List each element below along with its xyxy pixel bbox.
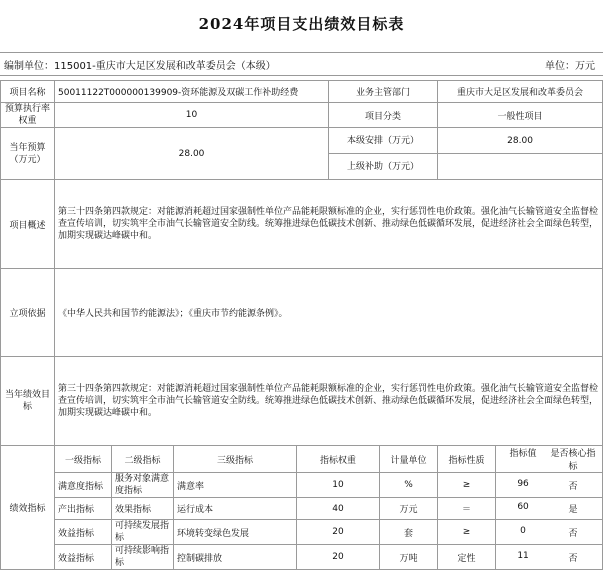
budget-label: 当年预算（万元） — [1, 128, 55, 180]
meta-bar — [0, 52, 603, 76]
table-row: 效益指标 可持续影响指标 控制碳排放 20 万吨 定性 11 否 — [1, 545, 603, 570]
header-nature: 指标性质 — [438, 446, 496, 473]
org-name: 115001-重庆市大足区发展和改革委员会（本级） — [54, 60, 276, 72]
local-value: 28.00 — [438, 128, 603, 154]
project-name-value: 50011122T000000139909-资环能源及双碳工作补助经费 — [55, 81, 329, 103]
table-row: 满意度指标 服务对象满意度指标 满意率 10 % ≥ 96 否 — [1, 473, 603, 498]
dept-value: 重庆市大足区发展和改革委员会 — [438, 81, 603, 103]
header-level1: 一级指标 — [55, 446, 112, 473]
table-row: 产出指标 效果指标 运行成本 40 万元 ＝ 60 是 — [1, 498, 603, 520]
indicators-label: 绩效指标 — [1, 446, 55, 570]
header-value-core — [496, 446, 603, 473]
money-unit: 单位：万元 — [545, 60, 595, 72]
performance-table — [0, 80, 603, 570]
org-prefix: 编制单位： — [4, 60, 54, 72]
header-core: 是否核心指标 — [550, 449, 596, 472]
goal-label: 当年绩效目标 — [1, 357, 55, 446]
basis-label: 立项依据 — [1, 269, 55, 357]
project-name-label: 项目名称 — [1, 81, 55, 103]
local-label: 本级安排（万元） — [329, 128, 438, 154]
goal-text: 第三十四条第四款规定：对能源消耗超过国家强制性单位产品能耗限额标准的企业，实行惩罚性电价政策。强化油气长输管道安全监督检查宣传培训，切实筑牢全市油气长输管道安全防线。统筹推进绿色低碳技术创新、推动绿色低碳循环发展，促进经济社会全面绿色转型，加期实现碳达峰碳中和。 — [55, 357, 603, 446]
overview-text: 第三十四条第四款规定：对能源消耗超过国家强制性单位产品能耗限额标准的企业，实行惩罚性电价政策。强化油气长输管道安全监督检查宣传培训，切实筑牢全市油气长输管道安全防线。统筹推进绿色低碳技术创新、推动绿色低碳循环发展，促进经济社会全面绿色转型，加期实现碳达峰碳中和。 — [55, 180, 603, 269]
header-value: 指标值 — [509, 449, 537, 459]
basis-text: 《中华人民共和国节约能源法》；《重庆市节约能源条例》。 — [55, 269, 603, 357]
header-weight: 指标权重 — [297, 446, 380, 473]
header-level2: 二级指标 — [112, 446, 174, 473]
dept-label: 业务主管部门 — [329, 81, 438, 103]
overview-label: 项目概述 — [1, 180, 55, 269]
category-label: 项目分类 — [329, 103, 438, 128]
exec-weight-value: 10 — [55, 103, 329, 128]
header-level3: 三级指标 — [174, 446, 297, 473]
header-unit: 计量单位 — [380, 446, 438, 473]
upper-label: 上级补助（万元） — [329, 154, 438, 180]
upper-value — [438, 154, 603, 180]
table-row: 效益指标 可持续发展指标 环境转变绿色发展 20 套 ≥ 0 否 — [1, 520, 603, 545]
category-value: 一般性项目 — [438, 103, 603, 128]
budget-value: 28.00 — [55, 128, 329, 180]
exec-weight-label: 预算执行率权重 — [1, 103, 55, 128]
page-title: 2024年项目支出绩效目标表 — [198, 14, 405, 33]
